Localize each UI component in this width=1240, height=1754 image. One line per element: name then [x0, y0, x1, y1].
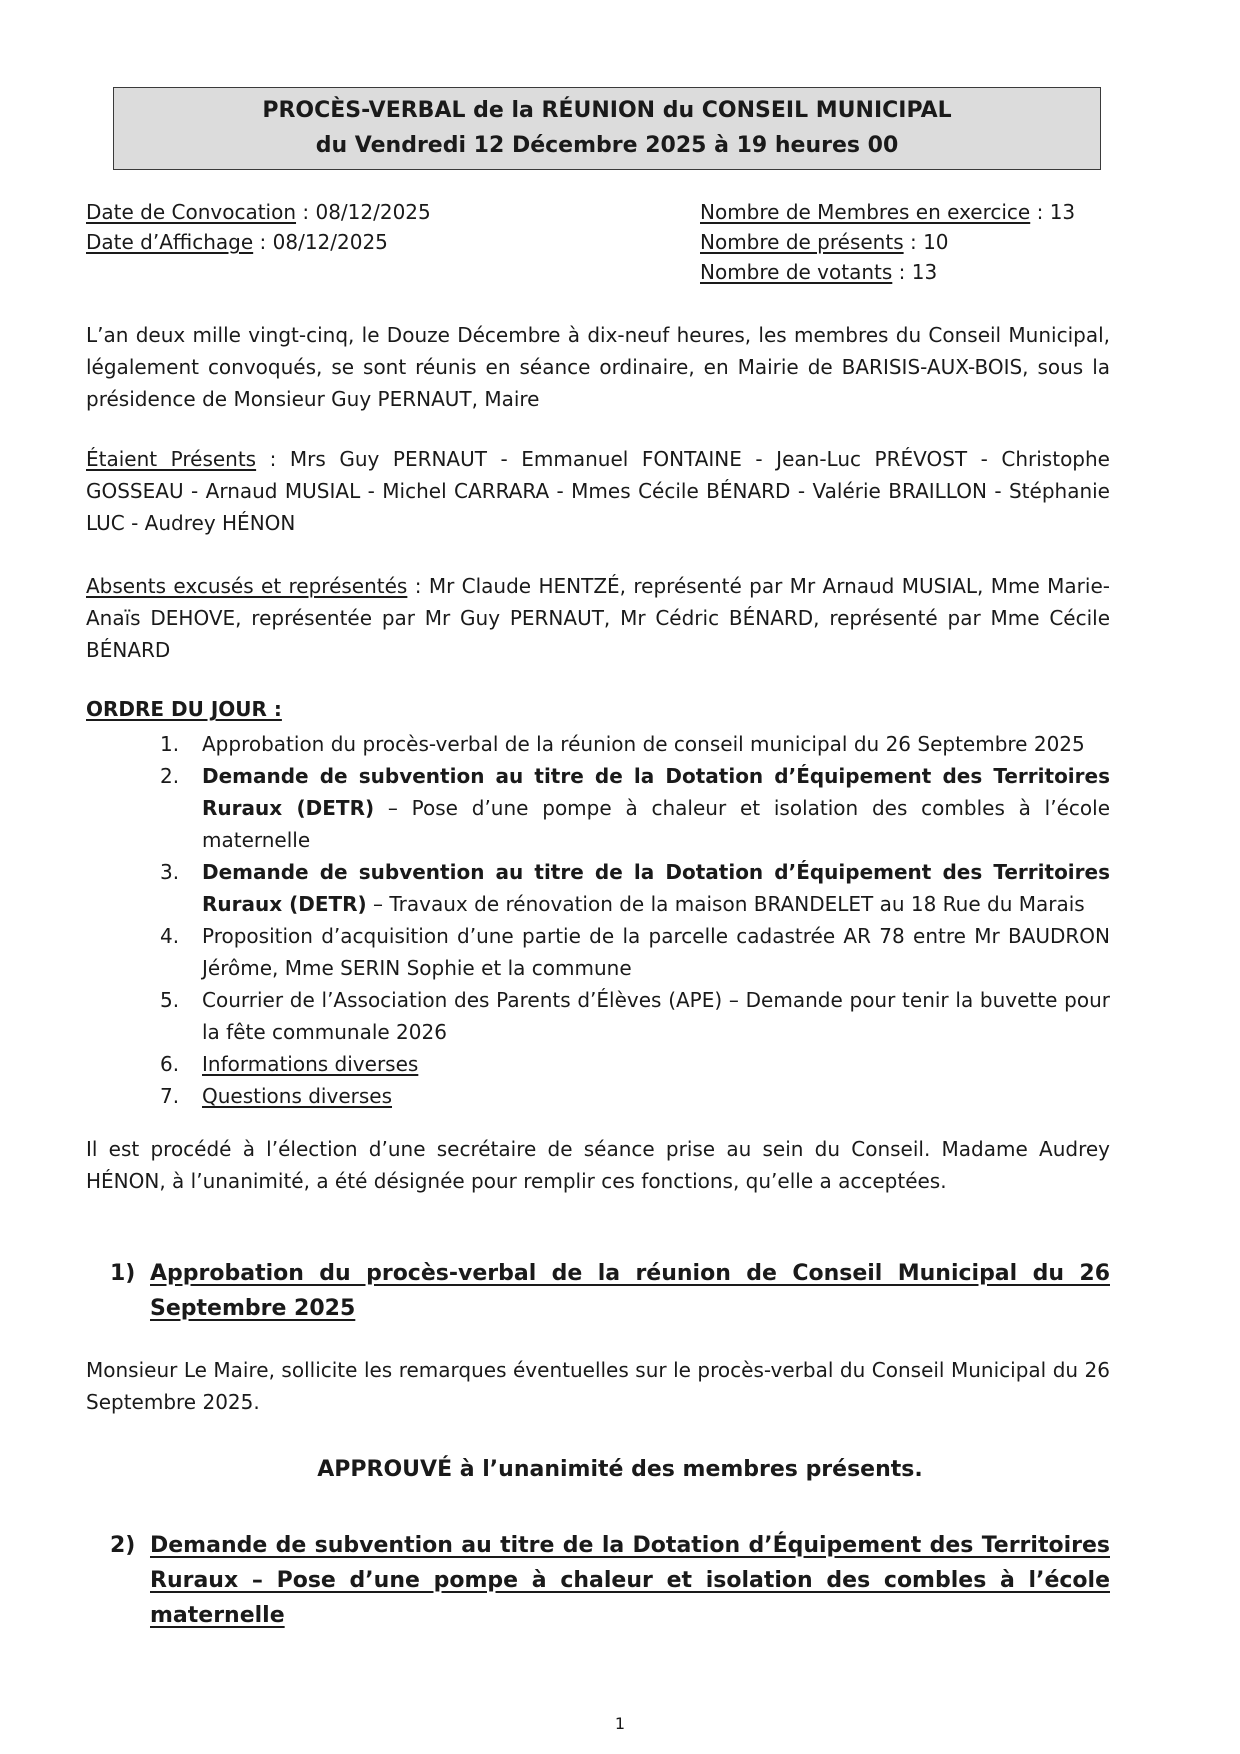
- title-line-2: du Vendredi 12 Décembre 2025 à 19 heures 00: [315, 133, 899, 158]
- agenda-item: 3. Demande de subvention au titre de la Dotation d’Équipement des Territoires Ruraux (DETR) – Travaux de rénovation de la maison BRANDELET au 18 Rue du Marais: [160, 860, 1110, 916]
- section-1-body: Monsieur Le Maire, sollicite les remarques éventuelles sur le procès-verbal du Conseil Municipal du 26 Septembre 2025.: [86, 1358, 1110, 1414]
- agenda-item: 1. Approbation du procès-verbal de la réunion de conseil municipal du 26 Septembre 2025: [160, 732, 1085, 756]
- section-2-number: 2): [110, 1533, 136, 1558]
- page-number: 1: [614, 1714, 626, 1733]
- members-count: Nombre de Membres en exercice : 13: [700, 200, 1076, 224]
- section-1-title: Approbation du procès-verbal de la réunion de Conseil Municipal du 26 Septembre 2025: [150, 1261, 1110, 1321]
- intro-paragraph: L’an deux mille vingt-cinq, le Douze Décembre à dix-neuf heures, les membres du Conseil Municipal, légalement convoqués, se sont réunis en séance ordinaire, en Mairie de BARISIS-AUX-BOIS, sous la présidence de Monsieur Guy PERNAUT, Maire: [86, 323, 1110, 411]
- meta-left: [86, 197, 431, 257]
- secretary-paragraph: Il est procédé à l’élection d’une secrétaire de séance prise au sein du Conseil. Madame Audrey HÉNON, à l’unanimité, a été désignée pour remplir ces fonctions, qu’elle a acceptées.: [86, 1137, 1110, 1193]
- present-count: Nombre de présents : 10: [700, 230, 949, 254]
- title-box: [113, 87, 1101, 170]
- section-1-number: 1): [110, 1261, 136, 1286]
- agenda-item: 2. Demande de subvention au titre de la Dotation d’Équipement des Territoires Ruraux (DETR) – Pose d’une pompe à chaleur et isolation des combles à l’école maternelle: [160, 764, 1110, 852]
- voters-count: Nombre de votants : 13: [700, 260, 938, 284]
- absents-paragraph: Absents excusés et représentés : Mr Claude HENTZÉ, représenté par Mr Arnaud MUSIAL, Mme Marie-Anaïs DEHOVE, représentée par Mr Guy PERNAUT, Mr Cédric BÉNARD, représenté par Mme Cécile BÉNARD: [86, 574, 1110, 662]
- agenda-item: 5. Courrier de l’Association des Parents d’Élèves (APE) – Demande pour tenir la buvette pour la fête communale 2026: [160, 988, 1110, 1044]
- posting-date: Date d’Affichage : 08/12/2025: [86, 230, 388, 254]
- agenda-item: 7. Questions diverses: [160, 1084, 392, 1108]
- presents-paragraph: Étaient Présents : Mrs Guy PERNAUT - Emmanuel FONTAINE - Jean-Luc PRÉVOST - Christophe GOSSEAU - Arnaud MUSIAL - Michel CARRARA - Mmes Cécile BÉNARD - Valérie BRAILLON - Stéphanie LUC - Audrey HÉNON: [86, 447, 1110, 535]
- agenda-item: 6. Informations diverses: [160, 1052, 419, 1076]
- section-2-heading: [110, 1528, 1110, 1633]
- meta-right: [700, 197, 1075, 287]
- section-1-decision: APPROUVÉ à l’unanimité des membres présents.: [317, 1457, 923, 1482]
- section-1-heading: [110, 1256, 1110, 1326]
- agenda-item: 4. Proposition d’acquisition d’une partie de la parcelle cadastrée AR 78 entre Mr BAUDRON Jérôme, Mme SERIN Sophie et la commune: [160, 924, 1110, 980]
- convocation-date: Date de Convocation : 08/12/2025: [86, 200, 431, 224]
- agenda-heading: ORDRE DU JOUR :: [86, 697, 282, 721]
- title-line-1: PROCÈS-VERBAL de la RÉUNION du CONSEIL MUNICIPAL: [262, 98, 952, 123]
- agenda-list: [160, 728, 1110, 1112]
- section-2-title: Demande de subvention au titre de la Dotation d’Équipement des Territoires Ruraux – Pose d’une pompe à chaleur et isolation des combles à l’école maternelle: [150, 1533, 1110, 1628]
